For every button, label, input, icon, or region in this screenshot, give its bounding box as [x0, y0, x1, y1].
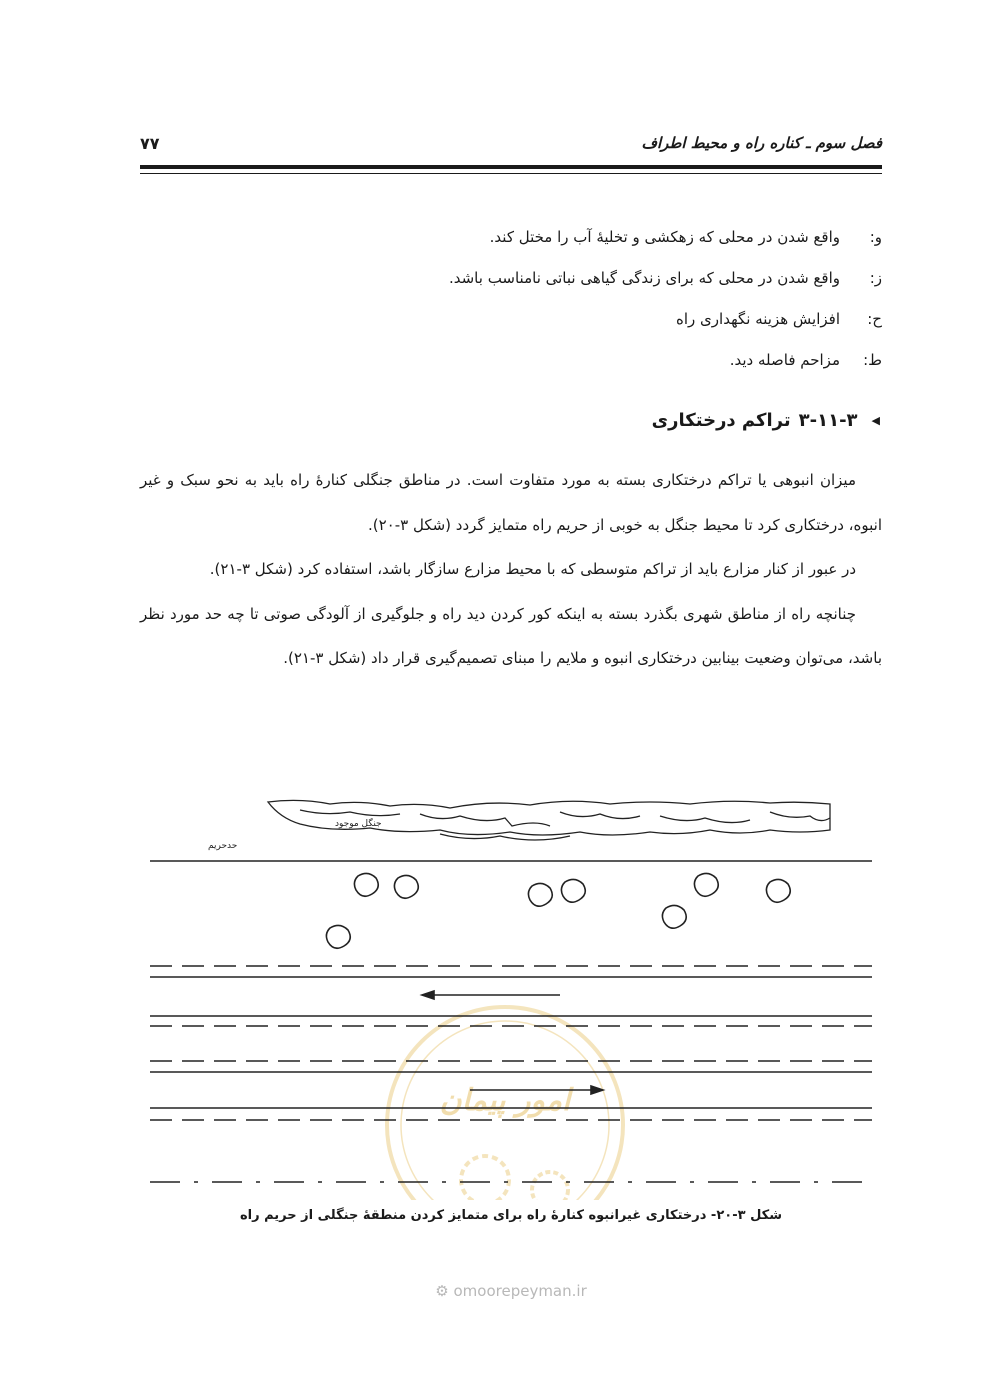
header-rule-thin: [140, 173, 882, 174]
list-text: واقع شدن در محلی که برای زندگی گیاهی نباتی نامناسب باشد.: [448, 268, 840, 287]
tree-icon: [394, 875, 418, 898]
paragraph: چنانچه راه از مناطق شهری بگذرد بسته به اینکه کور کردن دید راه و جلوگیری از آلودگی صوتی تا چه حد مورد نظر باشد، می‌توان وضعیت بینابین درختکاری انبوه و ملایم را مبنای تصمیم‌گیری قرار داد (شکل ۳-۲۱).: [140, 604, 882, 667]
page-header: [140, 128, 882, 158]
arrow-left-head-icon: [422, 991, 434, 999]
tree-icon: [326, 925, 350, 948]
paragraph: میزان انبوهی یا تراکم درختکاری بسته به مورد متفاوت است. در مناطق جنگلی کنارهٔ راه باید به نحو سبک و غیر انبوه، درختکاری کرد تا محیط جنگل به خوبی از حریم راه متمایز گردد (شکل ۳-۲۰).: [140, 471, 882, 534]
list-item: [140, 257, 882, 298]
tree-icon: [694, 873, 718, 896]
forest-label: جنگل موجود: [335, 819, 382, 829]
list-marker: ز:: [869, 268, 882, 287]
list-text: مزاحم فاصله دید.: [729, 350, 840, 369]
tree-icon: [766, 879, 790, 902]
watermark-site-text: omoorepeyman.ir: [453, 1282, 587, 1300]
paragraph: در عبور از کنار مزارع باید از تراکم متوسطی که با محیط مزارع سازگار باشد، استفاده کرد (شکل ۳-۲۱).: [209, 560, 856, 578]
boundary-label: حدحریم: [208, 841, 238, 851]
watermark-logo-text: امور پیمان: [439, 1083, 571, 1118]
tree-icon: [561, 879, 585, 902]
tree-icon: [354, 873, 378, 896]
body-text: [140, 458, 882, 681]
section-heading: [140, 410, 882, 431]
watermark-logo: [387, 1007, 623, 1200]
tree-icon: [528, 883, 552, 906]
roadside-trees: [326, 873, 790, 948]
list-text: واقع شدن در محلی که زهکشی و تخلیهٔ آب را مختل کند.: [489, 227, 840, 246]
page-number: ۷۷: [140, 133, 160, 153]
header-rule-thick: [140, 165, 882, 169]
list-item: [140, 216, 882, 257]
list-marker: ط:: [863, 350, 882, 369]
tree-icon: [662, 905, 686, 928]
list-text: افزایش هزینه نگهداری راه: [676, 309, 840, 328]
section-bullet-icon: ◀: [871, 414, 880, 427]
chapter-title: فصل سوم ـ کناره راه و محیط اطراف: [641, 134, 882, 152]
list-marker: و:: [869, 227, 882, 246]
list-item: [140, 339, 882, 380]
watermark-gear-icon: ⚙: [435, 1282, 449, 1300]
figure-caption: شکل ۳-۲۰- درختکاری غیرانبوه کنارهٔ راه برای متمایز کردن منطقهٔ جنگلی از حریم راه: [239, 1208, 783, 1223]
road-lanes: [150, 966, 872, 1182]
criteria-list: [140, 216, 882, 380]
list-item: [140, 298, 882, 339]
section-title: تراکم درختکاری: [651, 410, 791, 431]
figure-road-forest-diagram: [140, 790, 882, 1200]
section-number: ۳-۱۱-۳: [798, 410, 858, 431]
watermark-site: [140, 1282, 882, 1300]
list-marker: ح:: [867, 309, 882, 328]
